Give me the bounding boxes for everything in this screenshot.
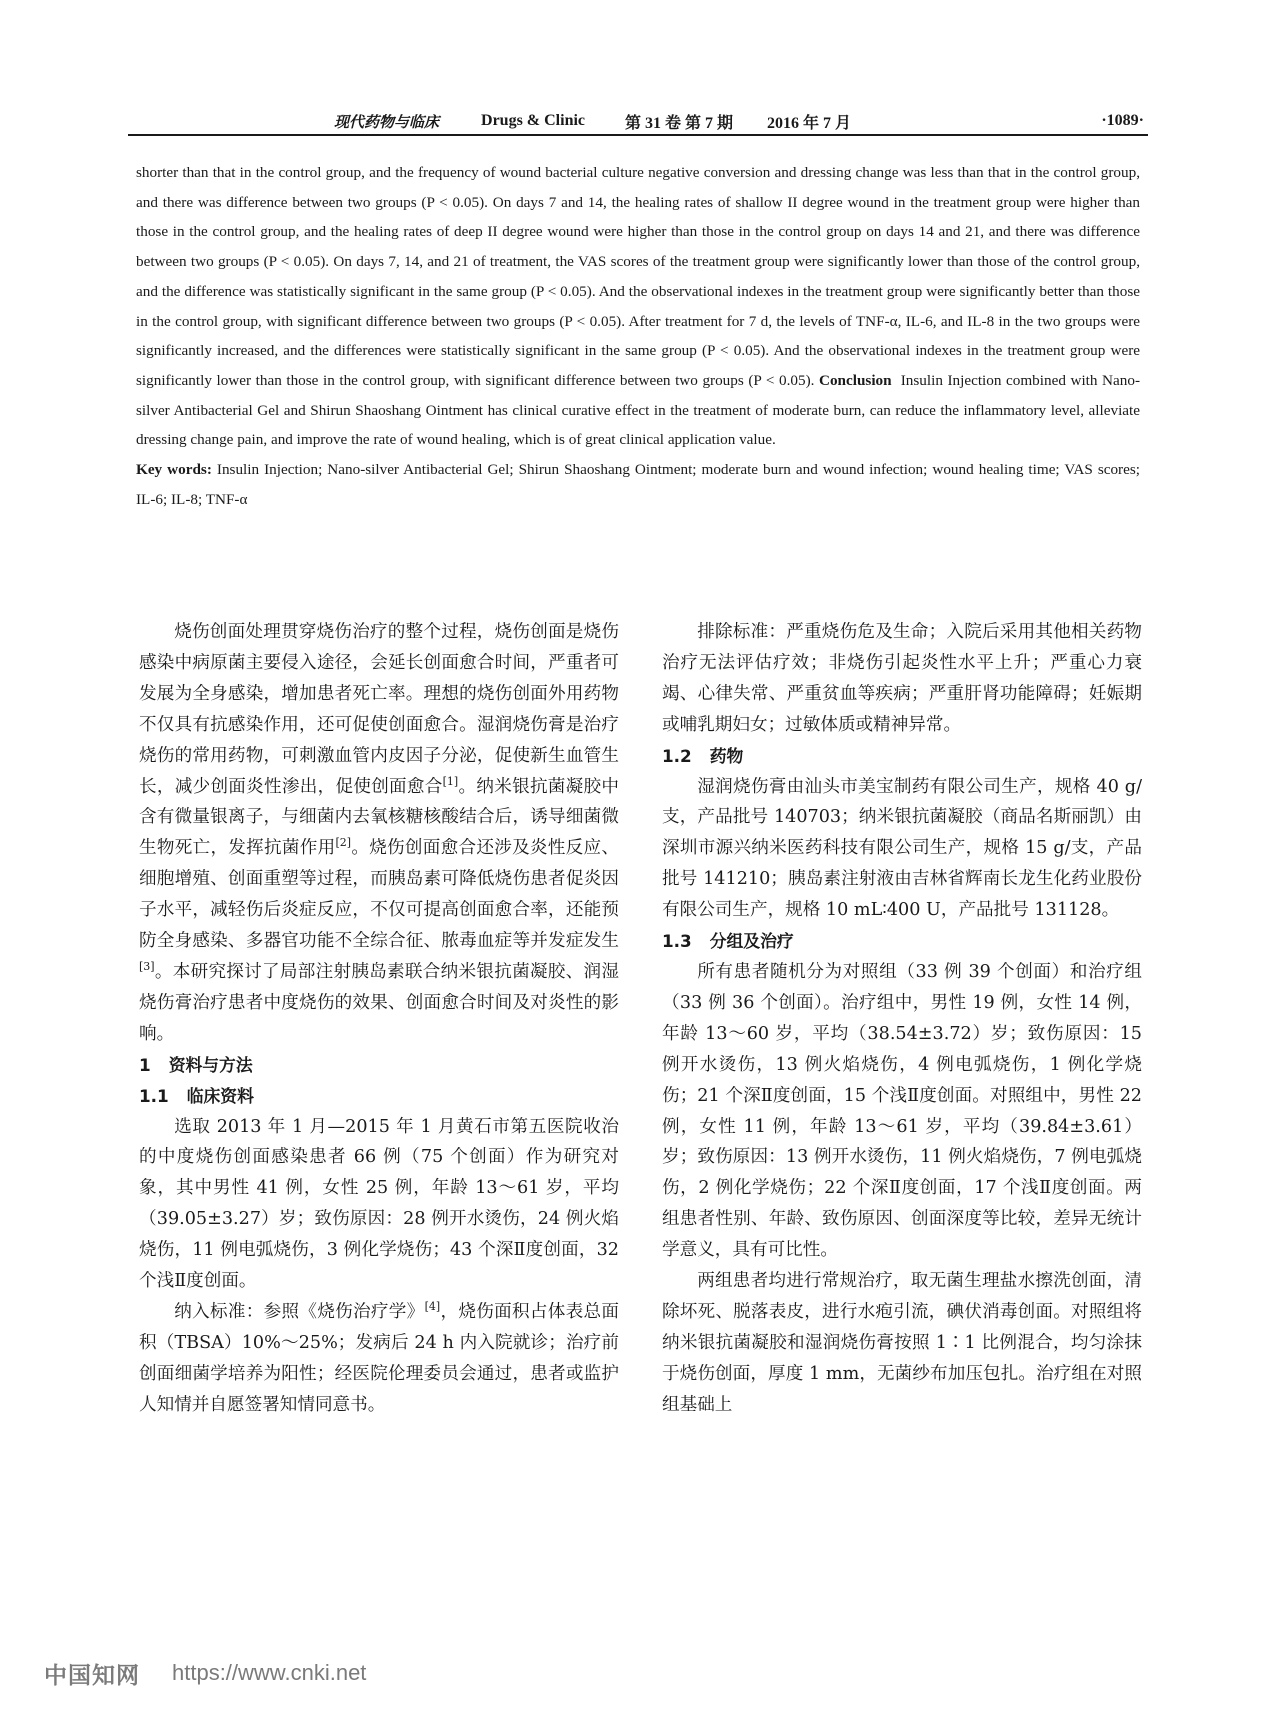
conclusion-label: Conclusion [819, 371, 892, 389]
volume-issue: 第 31 卷 第 7 期 [625, 114, 734, 132]
publication-date: 2016 年 7 月 [767, 114, 852, 132]
intro-paragraph: 烧伤创面处理贯穿烧伤治疗的整个过程，烧伤创面是烧伤感染中病原菌主要侵入途径，会延长创面愈合时间，严重者可发展为全身感染，增加患者死亡率。理想的烧伤创面外用药物不仅具有抗感染作用，还可促使创面愈合。湿润烧伤膏是治疗烧伤的常用药物，可刺激血管内皮因子分泌，促使新生血管生长，减少创面炎性渗出，促使创面愈合[1]。纳米银抗菌凝胶中含有微量银离子，与细菌内去氧核糖核酸结合后，诱导细菌微生物死亡，发挥抗菌作用[2]。烧伤创面愈合还涉及炎性反应、细胞增殖、创面重塑等过程，而胰岛素可降低烧伤患者促炎因子水平，减轻伤后炎症反应，不仅可提高创面愈合率，还能预防全身感染、多器官功能不全综合征、脓毒血症等并发症发生[3]。本研究探讨了局部注射胰岛素联合纳米银抗菌凝胶、润湿烧伤膏治疗患者中度烧伤的效果、创面愈合时间及对炎性的影响。 [139, 622, 619, 1044]
journal-title-cn: 现代药物与临床 [334, 114, 440, 131]
cnki-url-link[interactable]: https://www.cnki.net [172, 1660, 367, 1685]
section-1-1-heading: 1.1 临床资料 [139, 1085, 254, 1106]
grouping-paragraph: 所有患者随机分为对照组（33 例 39 个创面）和治疗组（33 例 36 个创面）。治疗组中，男性 19 例，女性 14 例，年龄 13～60 岁，平均（38.54±3.72）岁；致伤原因：15 例开水烫伤，13 例火焰烧伤，4 例电弧烧伤，1 例化学烧伤；21 个深Ⅱ度创面，15 个浅Ⅱ度创面。对照组中，男性 22 例，女性 11 例，年龄 13～61 岁，平均（39.84±3.61）岁；致伤原因：13 例开水烫伤，11 例火焰烧伤，7 例电弧烧伤，2 例化学烧伤；22 个深Ⅱ度创面，17 个浅Ⅱ度创面。两组患者性别、年龄、致伤原因、创面深度等比较，差异无统计学意义，具有可比性。 [662, 961, 1142, 1261]
keywords [136, 455, 1140, 514]
cnki-logo[interactable]: 中国知网 [44, 1662, 140, 1689]
running-header [128, 110, 1148, 132]
right-column [662, 617, 1142, 1421]
citation-1[interactable]: [1] [442, 774, 459, 788]
drugs-paragraph: 湿润烧伤膏由汕头市美宝制药有限公司生产，规格 40 g/支，产品批号 140703；纳米银抗菌凝胶（商品名斯丽凯）由深圳市源兴纳米医药科技有限公司生产，规格 15 g/支，产品批号 141210；胰岛素注射液由吉林省辉南长龙生化药业股份有限公司生产，规格 10 mL∶400 U，产品批号 131128。 [662, 776, 1142, 921]
treatment-paragraph: 两组患者均进行常规治疗，取无菌生理盐水擦洗创面，清除坏死、脱落表皮，进行水疱引流，碘伏消毒创面。对照组将纳米银抗菌凝胶和湿润烧伤膏按照 1∶1 比例混合，均匀涂抹于烧伤创面，厚度 1 mm，无菌纱布加压包扎。治疗组在对照组基础上 [662, 1271, 1142, 1415]
keywords-text: Insulin Injection; Nano-silver Antibacterial Gel; Shirun Shaoshang Ointment; moderate burn and wound infection; wound healing time; VAS scores; IL-6; IL-8; TNF-α [136, 461, 1140, 508]
abstract-paragraph [136, 158, 1140, 455]
left-column [139, 617, 619, 1421]
citation-3[interactable]: [3] [139, 960, 155, 974]
conclusion-text: Insulin Injection combined with Nano-silver Antibacterial Gel and Shirun Shaoshang Ointment has clinical curative effect in the treatment of moderate burn, can reduce the inflammatory level, alleviate dressing change pain, and improve the rate of wound healing, which is of great clinical application value. [136, 371, 1141, 449]
footer-watermark [44, 1656, 366, 1690]
citation-4[interactable]: [4] [424, 1300, 441, 1314]
section-1-heading: 1 资料与方法 [139, 1054, 253, 1075]
section-1-3-heading: 1.3 分组及治疗 [662, 931, 794, 952]
journal-title-en: Drugs & Clinic [481, 112, 586, 129]
header-rule [128, 134, 1148, 136]
inclusion-criteria-paragraph: 纳入标准：参照《烧伤治疗学》[4]，烧伤面积占体表总面积（TBSA）10%～25%；发病后 24 h 内入院就诊；治疗前创面细菌学培养为阳性；经医院伦理委员会通过，患者或监护人知情并自愿签署知情同意书。 [139, 1300, 619, 1415]
exclusion-criteria-paragraph: 排除标准：严重烧伤危及生命；入院后采用其他相关药物治疗无法评估疗效；非烧伤引起炎性水平上升；严重心力衰竭、心律失常、严重贫血等疾病；严重肝肾功能障碍；妊娠期或哺乳期妇女；过敏体质或精神异常。 [662, 622, 1142, 735]
english-abstract [136, 158, 1140, 514]
keywords-label: Key words: [136, 461, 212, 479]
clinical-data-paragraph: 选取 2013 年 1 月—2015 年 1 月黄石市第五医院收治的中度烧伤创面感染患者 66 例（75 个创面）作为研究对象，其中男性 41 例，女性 25 例，年龄 13～61 岁，平均（39.05±3.27）岁；致伤原因：28 例开水烫伤，24 例火焰烧伤，11 例电弧烧伤，3 例化学烧伤；43 个深Ⅱ度创面，32 个浅Ⅱ度创面。 [139, 1116, 619, 1292]
citation-2[interactable]: [2] [335, 836, 352, 850]
section-1-2-heading: 1.2 药物 [662, 745, 744, 766]
abstract-results: shorter than that in the control group, and the frequency of wound bacterial culture negative conversion and dressing change was less than that in the control group, and there was difference between two groups (P < 0.05). On days 7 and 14, the healing rates of shallow II degree wound in the treatment group were higher than those in the control group, and the healing rates of deep II degree wound were higher than those in the control group on days 14 and 21, and there was difference between two groups (P < 0.05). On days 7, 14, and 21 of treatment, the VAS scores of the treatment group were significantly lower than those of the control group, and the difference was statistically significant in the same group (P < 0.05). And the observational indexes in the treatment group were significantly better than those in the control group, with significant difference between two groups (P < 0.05). After treatment for 7 d, the levels of TNF-α, IL-6, and IL-8 in the two groups were significantly increased, and the differences were statistically significant in the same group (P < 0.05). And the observational indexes in the treatment group were significantly lower than those in the control group, with significant difference between two groups (P < 0.05). [136, 164, 1140, 389]
page-number: ·1089· [1101, 112, 1144, 129]
